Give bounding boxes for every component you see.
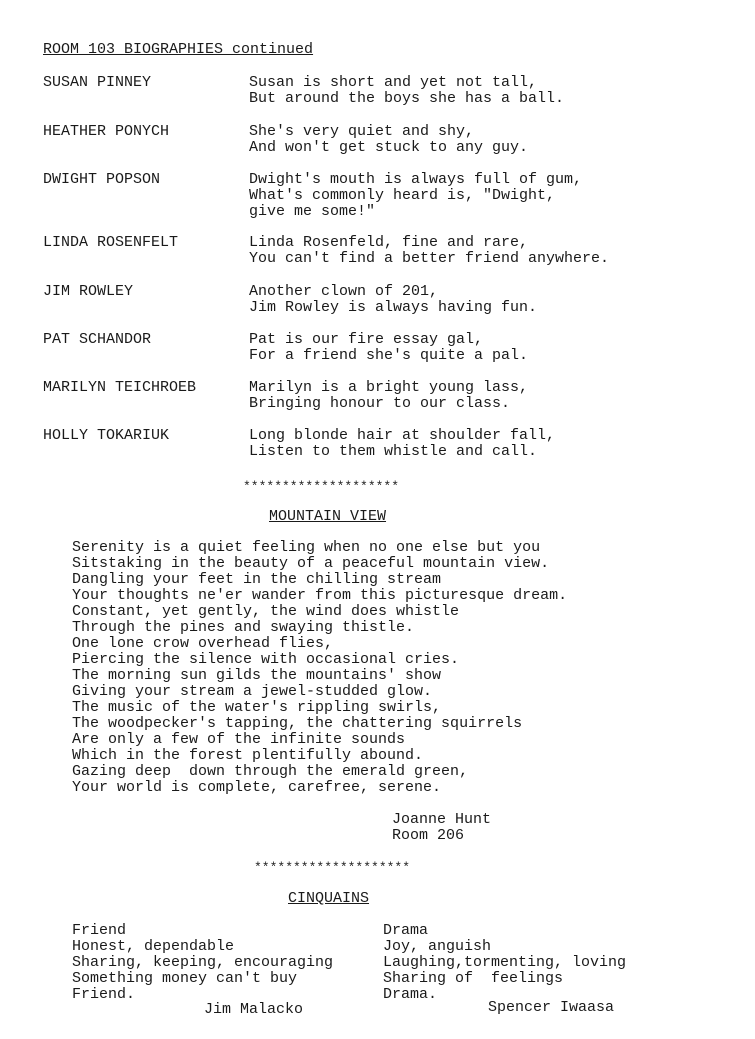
verse-line: give me some!" [249,203,376,220]
bio-name: SUSAN PINNEY [43,74,152,91]
cinquain-left [72,923,333,1003]
bio-verse [249,172,582,220]
poem-room: Room 206 [392,827,465,844]
poem-signature [392,812,491,844]
cinquain-line: Drama. [383,986,438,1003]
cinquain-line: Sharing of feelings [383,970,564,987]
verse-line: Marilyn is a bright young lass, [249,379,529,396]
cinquain-line: Friend [72,922,127,939]
poem-line: Serenity is a quiet feeling when no one else but you [72,539,541,556]
poem-line: Through the pines and swaying thistle. [72,619,415,636]
verse-line: She's very quiet and shy, [249,123,475,140]
verse-line: Long blonde hair at shoulder fall, [249,427,556,444]
bio-verse [249,124,528,156]
poem-line: The morning sun gilds the mountains' show [72,667,442,684]
poem-author: Joanne Hunt [392,811,492,828]
poem-line: Dangling your feet in the chilling stream [72,571,442,588]
verse-line: Bringing honour to our class. [249,395,511,412]
cinquain-right [383,923,626,1003]
bio-verse [249,380,528,412]
cinquain-line: Laughing,tormenting, loving [383,954,627,971]
verse-line: What's commonly heard is, "Dwight, [249,187,556,204]
poem-line: Giving your stream a jewel-studded glow. [72,683,433,700]
poem-body [72,540,567,796]
bio-name: DWIGHT POPSON [43,171,161,188]
cinquains-title: CINQUAINS [288,890,370,907]
bio-verse [249,284,537,316]
verse-line: You can't find a better friend anywhere. [249,250,610,267]
poem-line: The woodpecker's tapping, the chattering squirrels [72,715,523,732]
verse-line: Linda Rosenfeld, fine and rare, [249,234,529,251]
cinquain-line: Friend. [72,986,136,1003]
poem-line: Are only a few of the infinite sounds [72,731,406,748]
poem-line: Gazing deep down through the emerald green, [72,763,469,780]
page-heading: ROOM 103 BIOGRAPHIES continued [43,41,314,58]
bio-verse [249,332,528,364]
divider-stars: ******************** [254,860,411,875]
cinquain-left-author: Jim Malacko [204,1001,304,1018]
poem-line: Which in the forest plentifully abound. [72,747,424,764]
verse-line: Susan is short and yet not tall, [249,74,538,91]
bio-name: MARILYN TEICHROEB [43,379,197,396]
cinquain-line: Something money can't buy [72,970,298,987]
cinquain-line: Drama [383,922,429,939]
poem-line: Your thoughts ne'er wander from this picturesque dream. [72,587,568,604]
bio-name: JIM ROWLEY [43,283,134,300]
verse-line: Jim Rowley is always having fun. [249,299,538,316]
poem-line: Sitstaking in the beauty of a peaceful mountain view. [72,555,550,572]
bio-name: HEATHER PONYCH [43,123,170,140]
poem-line: Your world is complete, carefree, serene. [72,779,442,796]
verse-line: Another clown of 201, [249,283,439,300]
verse-line: For a friend she's quite a pal. [249,347,529,364]
cinquain-line: Joy, anguish [383,938,492,955]
poem-line: One lone crow overhead flies, [72,635,334,652]
verse-line: Listen to them whistle and call. [249,443,538,460]
bio-verse [249,428,555,460]
poem-line: Piercing the silence with occasional cries. [72,651,460,668]
cinquain-line: Honest, dependable [72,938,235,955]
verse-line: Dwight's mouth is always full of gum, [249,171,583,188]
cinquain-right-author: Spencer Iwaasa [488,999,615,1016]
poem-line: Constant, yet gently, the wind does whistle [72,603,460,620]
bio-name: PAT SCHANDOR [43,331,152,348]
divider-stars: ******************** [243,479,400,494]
poem-title: MOUNTAIN VIEW [269,508,387,525]
bio-name: LINDA ROSENFELT [43,234,179,251]
verse-line: And won't get stuck to any guy. [249,139,529,156]
bio-verse [249,235,609,267]
bio-name: HOLLY TOKARIUK [43,427,170,444]
bio-verse [249,75,564,107]
verse-line: But around the boys she has a ball. [249,90,565,107]
poem-line: The music of the water's rippling swirls, [72,699,442,716]
cinquain-line: Sharing, keeping, encouraging [72,954,334,971]
verse-line: Pat is our fire essay gal, [249,331,484,348]
